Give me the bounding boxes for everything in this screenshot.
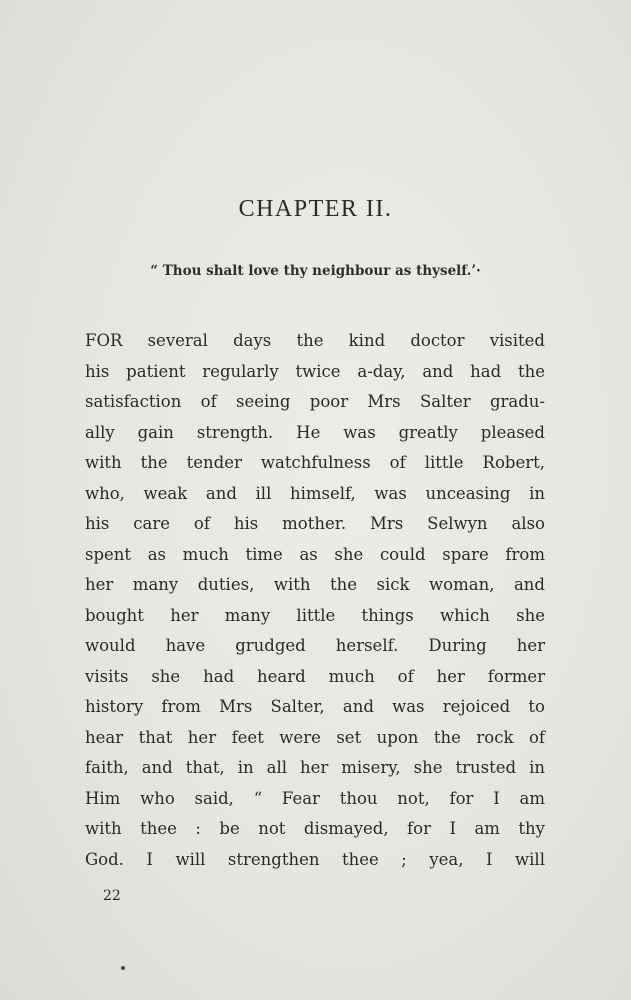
text-line: who, weak and ill himself, was unceasing in (85, 483, 545, 503)
text-line: bought her many little things which she (85, 605, 545, 625)
text-line: visits she had heard much of her former (85, 666, 545, 686)
text-line: God. I will strengthen thee ; yea, I will (85, 849, 545, 869)
text-line: Him who said, “ Fear thou not, for I am (85, 788, 545, 808)
text-line: would have grudged herself. During her (85, 636, 545, 655)
text-line: with the tender watchfulness of little Robert, (85, 453, 545, 472)
body-text (85, 326, 545, 875)
text-line: history from Mrs Salter, and was rejoiced to (85, 697, 545, 716)
ink-speck (121, 966, 125, 970)
text-line: spent as much time as she could spare from (85, 544, 545, 564)
epigraph: “ Thou shalt love thy neighbour as thyself.’· (150, 263, 481, 279)
text-line: with thee : be not dismayed, for I am thy (85, 819, 545, 838)
text-line: his patient regularly twice a-day, and had the (85, 361, 545, 381)
text-line: hear that her feet were set upon the rock of (85, 727, 545, 747)
text-line: her many duties, with the sick woman, and (85, 575, 545, 594)
text-line: faith, and that, in all her misery, she trusted in (85, 758, 545, 777)
text-line: his care of his mother. Mrs Selwyn also (85, 514, 545, 533)
text-line: ally gain strength. He was greatly pleased (85, 422, 545, 442)
chapter-title: CHAPTER II. (238, 196, 393, 222)
text-line: FOR several days the kind doctor visited (85, 331, 545, 350)
page-number: 22 (103, 888, 121, 904)
text-line: satisfaction of seeing poor Mrs Salter gradu- (85, 392, 545, 411)
